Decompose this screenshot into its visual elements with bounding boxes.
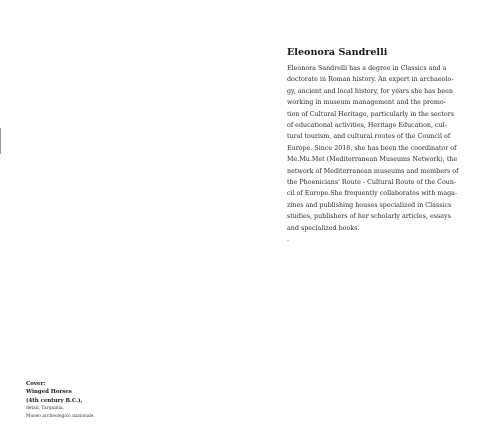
cover-caption	[26, 380, 146, 421]
author-bio	[287, 46, 465, 246]
bio-line: zines and publishing houses specialized in Classics	[287, 201, 452, 209]
author-name: Eleonora Sandrelli	[287, 47, 388, 58]
cover-museum: Museo archeologico nazionale.	[26, 414, 95, 420]
bio-line: tion of Cultural Heritage, particularly in the sectors	[287, 110, 454, 118]
bio-line: and specialized books.	[287, 224, 360, 232]
bio-line: working in museum management and the promo-	[287, 99, 446, 107]
trailing-mark: .	[287, 236, 290, 244]
bio-line: cil of Europe.She frequently collaborates with maga-	[287, 190, 458, 198]
bio-line: studies, publishers of her scholarly articles, essays	[287, 213, 451, 221]
bio-line: Eleonora Sandrelli has a degree in Classics and a	[287, 65, 447, 72]
spine-edge-mark	[0, 128, 1, 154]
cover-title: Winged Horses	[26, 389, 72, 396]
cover-date: (4th century B.C.),	[26, 397, 83, 404]
bio-line: gy, ancient and local history, for years she has been	[287, 87, 453, 95]
bio-line: Me.Mu.Met (Mediterranean Museums Network), the	[287, 156, 458, 164]
bio-line: the Phoenicians' Route - Cultural Route of the Coun-	[287, 179, 457, 187]
cover-label: Cover:	[26, 381, 46, 387]
bio-line: Europe. Since 2018, she has been the coordinator of	[287, 144, 457, 152]
bio-line: of educational activities, Heritage Education, cul-	[287, 122, 447, 130]
bio-line: doctorate in Roman history. An expert in archaeolo-	[287, 76, 454, 84]
bio-text	[287, 63, 465, 246]
bio-line: network of Mediterranean museums and members of	[287, 167, 459, 175]
bio-line: tural tourism, and cultural routes of the Council of	[287, 133, 451, 141]
cover-detail: detail, Tarquinia,	[26, 406, 64, 412]
